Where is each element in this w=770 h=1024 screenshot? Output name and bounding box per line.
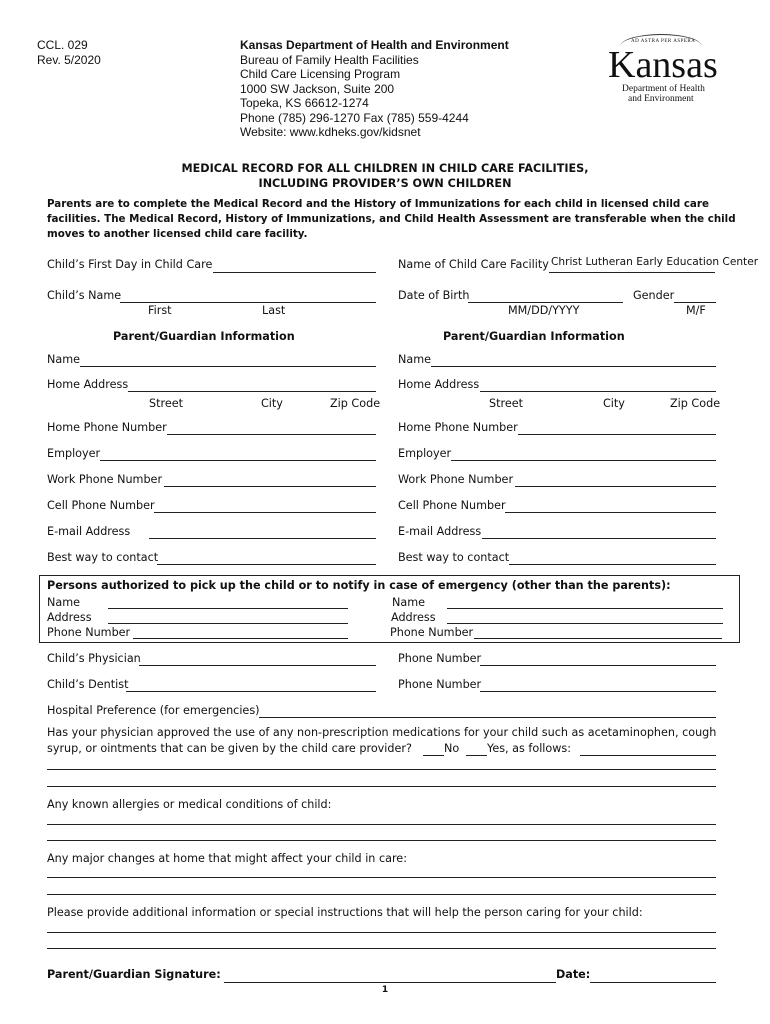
allergies-label: Any known allergies or medical conditions of child:: [47, 798, 332, 811]
guardian-1-home-phone-field[interactable]: [167, 434, 376, 435]
guardian-2-heading: Parent/Guardian Information: [443, 330, 625, 343]
additional-info-line-2[interactable]: [47, 948, 716, 949]
emergency-1-name-field[interactable]: [108, 608, 348, 609]
guardian-1-work-phone-label: Work Phone Number: [47, 473, 163, 486]
guardian-2-contact-label: Best way to contact: [398, 551, 510, 564]
meds-yes-label: Yes, as follows:: [487, 742, 572, 755]
kansas-logo: [600, 34, 725, 110]
facility-field[interactable]: [549, 272, 715, 273]
meds-no-blank[interactable]: [423, 755, 444, 756]
emergency-1-address-label: Address: [47, 611, 92, 624]
additional-info-label: Please provide additional information or special instructions that will help the person caring for your child:: [47, 906, 643, 919]
emergency-1-phone-label: Phone Number: [47, 626, 131, 639]
agency-block: [240, 38, 509, 140]
guardian-2-zip-caption: Zip Code: [670, 397, 721, 410]
allergies-line-2[interactable]: [47, 840, 716, 841]
intro-line-1: Parents are to complete the Medical Record and the History of Immunizations for each child in licensed child care: [47, 198, 709, 210]
meds-details-field[interactable]: [580, 755, 716, 756]
hospital-field[interactable]: [259, 717, 716, 718]
dentist-phone-label: Phone Number: [398, 678, 482, 691]
dob-format-caption: MM/DD/YYYY: [508, 304, 580, 317]
agency-website: Website: www.kdheks.gov/kidsnet: [240, 125, 421, 139]
guardian-1-name-label: Name: [47, 353, 81, 366]
allergies-line-1[interactable]: [47, 824, 716, 825]
first-day-field[interactable]: [213, 272, 376, 273]
facility-label: Name of Child Care Facility: [398, 258, 549, 271]
guardian-1-cell-phone-field[interactable]: [154, 512, 376, 513]
hospital-label: Hospital Preference (for emergencies): [47, 704, 260, 717]
guardian-2-home-phone-field[interactable]: [518, 434, 716, 435]
guardian-1-cell-phone-label: Cell Phone Number: [47, 499, 155, 512]
gender-label: Gender: [633, 289, 675, 302]
guardian-2-email-label: E-mail Address: [398, 525, 482, 538]
guardian-2-cell-phone-label: Cell Phone Number: [398, 499, 506, 512]
meds-question-line-2: syrup, or ointments that can be given by the child care provider?: [47, 742, 412, 755]
page-number: 1: [381, 985, 389, 995]
first-name-caption: First: [148, 304, 172, 317]
guardian-2-address-label: Home Address: [398, 378, 480, 391]
signature-label: Parent/Guardian Signature:: [47, 968, 221, 981]
dentist-field[interactable]: [126, 691, 376, 692]
emergency-1-phone-field[interactable]: [133, 638, 348, 639]
physician-label: Child’s Physician: [47, 652, 141, 665]
emergency-2-name-label: Name: [392, 596, 426, 609]
signature-field[interactable]: [224, 982, 556, 983]
child-name-label: Child’s Name: [47, 289, 122, 302]
emergency-heading: Persons authorized to pick up the child or to notify in case of emergency (other than the parents):: [47, 579, 671, 592]
logo-line-1: Department of Health: [622, 84, 705, 94]
guardian-1-address-field[interactable]: [128, 391, 376, 392]
guardian-2-home-phone-label: Home Phone Number: [398, 421, 518, 434]
gender-format-caption: M/F: [686, 304, 706, 317]
guardian-2-work-phone-field[interactable]: [515, 486, 716, 487]
emergency-2-phone-label: Phone Number: [390, 626, 474, 639]
changes-line-2[interactable]: [47, 894, 716, 895]
dentist-phone-field[interactable]: [480, 691, 716, 692]
meds-yes-blank[interactable]: [466, 755, 487, 756]
child-name-field[interactable]: [120, 302, 376, 303]
guardian-1-contact-field[interactable]: [157, 564, 376, 565]
physician-field[interactable]: [139, 665, 376, 666]
guardian-1-address-label: Home Address: [47, 378, 129, 391]
meds-question-line-1: Has your physician approved the use of any non-prescription medications for your child such as acetaminophen, cough: [47, 726, 717, 739]
agency-name: Kansas Department of Health and Environment: [240, 38, 509, 52]
guardian-1-name-field[interactable]: [80, 366, 376, 367]
emergency-2-address-label: Address: [391, 611, 436, 624]
guardian-1-city-caption: City: [261, 397, 283, 410]
title-line-1: MEDICAL RECORD FOR ALL CHILDREN IN CHILD CARE FACILITIES,: [181, 162, 589, 175]
form-revision: Rev. 5/2020: [37, 53, 101, 67]
agency-bureau: Bureau of Family Health Facilities: [240, 52, 419, 67]
dob-label: Date of Birth: [398, 289, 470, 302]
emergency-2-address-field[interactable]: [447, 623, 723, 624]
emergency-1-name-label: Name: [47, 596, 81, 609]
meds-details-line-3[interactable]: [47, 786, 716, 787]
guardian-1-contact-label: Best way to contact: [47, 551, 159, 564]
date-field[interactable]: [590, 982, 716, 983]
guardian-1-employer-label: Employer: [47, 447, 101, 460]
emergency-1-address-field[interactable]: [108, 623, 348, 624]
form-code: CCL. 029: [37, 38, 88, 52]
physician-phone-label: Phone Number: [398, 652, 482, 665]
logo-motto: AD ASTRA PER ASPERA: [631, 39, 696, 44]
guardian-1-email-label: E-mail Address: [47, 525, 131, 538]
guardian-2-address-field[interactable]: [480, 391, 716, 392]
logo-line-2: and Environment: [628, 94, 694, 104]
guardian-2-name-label: Name: [398, 353, 432, 366]
gender-field[interactable]: [674, 302, 716, 303]
changes-label: Any major changes at home that might affect your child in care:: [47, 852, 407, 865]
guardian-2-street-caption: Street: [489, 397, 523, 410]
intro-line-2: facilities. The Medical Record, History of Immunizations, and Child Health Assessment are transferable when the child: [47, 213, 736, 225]
agency-address-2: Topeka, KS 66612-1274: [240, 96, 369, 110]
guardian-1-street-caption: Street: [149, 397, 183, 410]
meds-details-line-2[interactable]: [47, 769, 716, 770]
intro-line-3: moves to another licensed child care facility.: [47, 228, 308, 240]
dentist-label: Child’s Dentist: [47, 678, 129, 691]
guardian-2-employer-label: Employer: [398, 447, 452, 460]
guardian-2-name-field[interactable]: [431, 366, 716, 367]
agency-program: Child Care Licensing Program: [240, 67, 401, 81]
title-line-2: INCLUDING PROVIDER’S OWN CHILDREN: [258, 177, 512, 190]
guardian-2-cell-phone-field[interactable]: [505, 512, 716, 513]
guardian-1-employer-field[interactable]: [100, 460, 376, 461]
date-label: Date:: [556, 968, 591, 981]
guardian-1-work-phone-field[interactable]: [164, 486, 376, 487]
facility-value: Christ Lutheran Early Education Center: [551, 256, 759, 268]
guardian-2-contact-field[interactable]: [509, 564, 716, 565]
logo-wordmark: Kansas: [608, 44, 718, 86]
agency-address-1: 1000 SW Jackson, Suite 200: [240, 81, 395, 96]
emergency-2-name-field[interactable]: [447, 608, 723, 609]
emergency-2-phone-field[interactable]: [474, 638, 722, 639]
last-name-caption: Last: [262, 304, 286, 317]
guardian-1-email-field[interactable]: [149, 538, 376, 539]
additional-info-line-1[interactable]: [47, 932, 716, 933]
guardian-2-work-phone-label: Work Phone Number: [398, 473, 514, 486]
first-day-label: Child’s First Day in Child Care: [47, 258, 213, 271]
guardian-1-heading: Parent/Guardian Information: [113, 330, 295, 343]
guardian-1-home-phone-label: Home Phone Number: [47, 421, 167, 434]
dob-field[interactable]: [468, 302, 623, 303]
guardian-2-city-caption: City: [603, 397, 625, 410]
meds-no-label: No: [444, 742, 460, 755]
agency-phone: Phone (785) 296-1270 Fax (785) 559-4244: [240, 110, 469, 125]
guardian-1-zip-caption: Zip Code: [330, 397, 381, 410]
guardian-2-employer-field[interactable]: [451, 460, 716, 461]
guardian-2-email-field[interactable]: [482, 538, 716, 539]
physician-phone-field[interactable]: [480, 665, 716, 666]
changes-line-1[interactable]: [47, 877, 716, 878]
